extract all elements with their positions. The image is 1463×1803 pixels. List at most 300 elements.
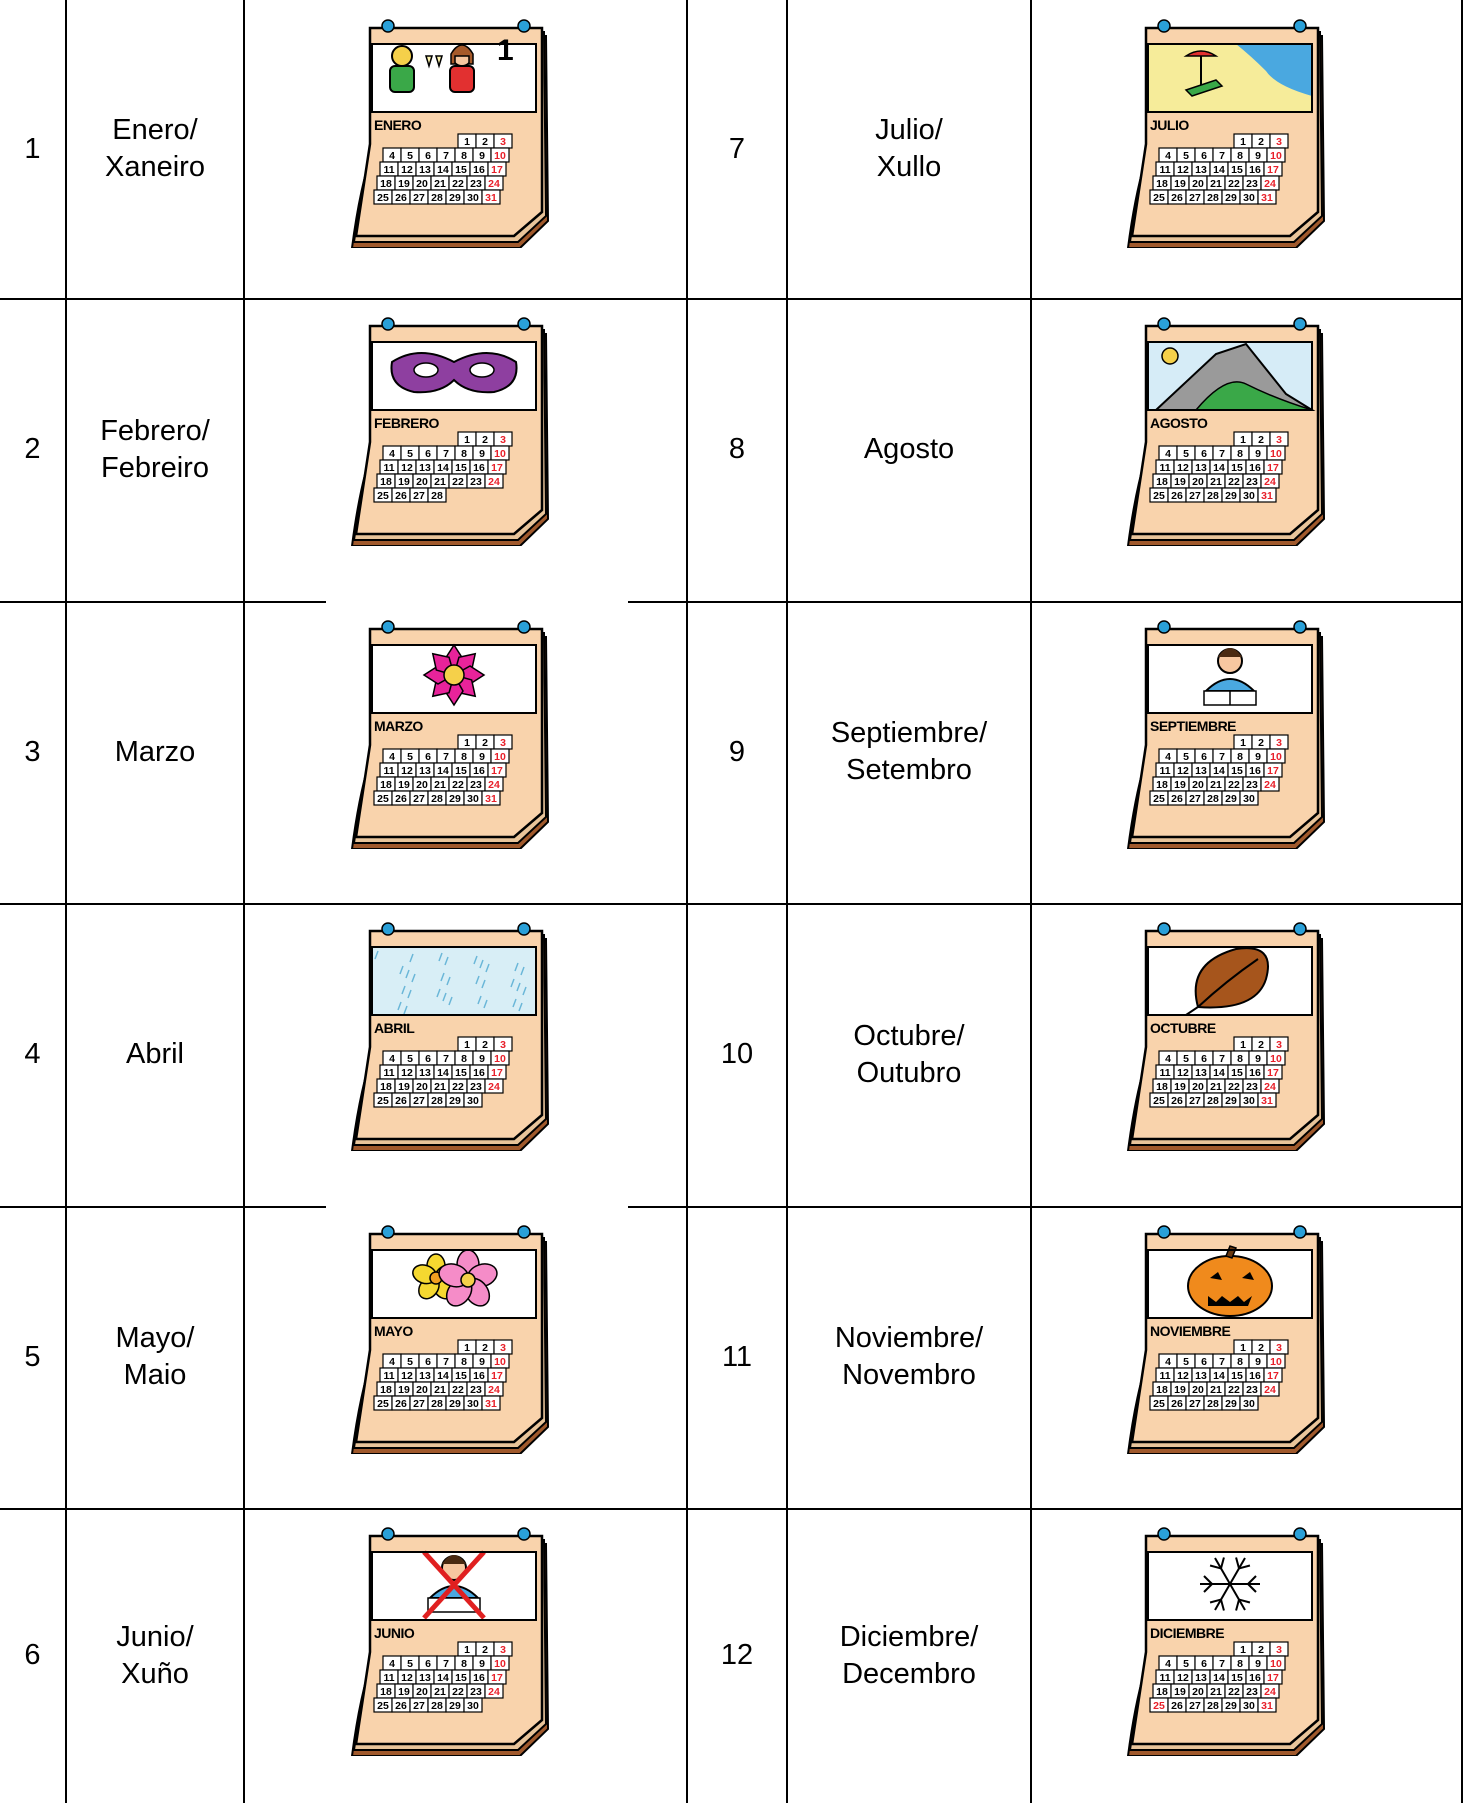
svg-text:12: 12 bbox=[1177, 462, 1189, 474]
svg-text:1: 1 bbox=[1240, 434, 1246, 446]
svg-text:13: 13 bbox=[419, 1370, 431, 1382]
svg-text:10: 10 bbox=[1270, 751, 1282, 763]
svg-text:23: 23 bbox=[470, 1384, 482, 1396]
calendar-icon bbox=[350, 1524, 558, 1756]
pin-icon bbox=[1158, 621, 1170, 633]
svg-text:20: 20 bbox=[1192, 1686, 1204, 1698]
calendar-icon bbox=[1126, 1524, 1334, 1756]
svg-text:23: 23 bbox=[1246, 476, 1258, 488]
svg-text:6: 6 bbox=[1201, 1356, 1207, 1368]
svg-text:1: 1 bbox=[1240, 1644, 1246, 1656]
svg-text:31: 31 bbox=[485, 793, 497, 805]
svg-text:12: 12 bbox=[401, 1370, 413, 1382]
svg-text:20: 20 bbox=[416, 178, 428, 190]
svg-text:16: 16 bbox=[473, 1672, 485, 1684]
svg-text:7: 7 bbox=[1219, 1658, 1225, 1670]
pin-icon bbox=[1158, 20, 1170, 32]
svg-text:23: 23 bbox=[1246, 1081, 1258, 1093]
svg-text:14: 14 bbox=[1213, 1067, 1225, 1079]
svg-text:22: 22 bbox=[1228, 1081, 1240, 1093]
svg-text:17: 17 bbox=[491, 462, 503, 474]
svg-text:30: 30 bbox=[1243, 1398, 1255, 1410]
svg-text:1: 1 bbox=[1240, 136, 1246, 148]
pin-icon bbox=[1158, 1528, 1170, 1540]
svg-text:4: 4 bbox=[1165, 150, 1171, 162]
svg-text:21: 21 bbox=[1210, 1081, 1222, 1093]
svg-text:29: 29 bbox=[1225, 1700, 1237, 1712]
svg-text:23: 23 bbox=[1246, 779, 1258, 791]
svg-text:27: 27 bbox=[413, 490, 425, 502]
svg-text:9: 9 bbox=[479, 1053, 485, 1065]
svg-text:5: 5 bbox=[407, 751, 413, 763]
svg-text:17: 17 bbox=[491, 1672, 503, 1684]
svg-text:29: 29 bbox=[1225, 192, 1237, 204]
svg-text:16: 16 bbox=[1249, 164, 1261, 176]
svg-text:30: 30 bbox=[1243, 490, 1255, 502]
calendar-icon bbox=[1126, 16, 1334, 248]
svg-text:23: 23 bbox=[470, 779, 482, 791]
svg-text:14: 14 bbox=[1213, 1672, 1225, 1684]
svg-text:2: 2 bbox=[1258, 737, 1264, 749]
svg-text:14: 14 bbox=[437, 462, 449, 474]
svg-text:8: 8 bbox=[461, 448, 467, 460]
svg-text:25: 25 bbox=[1153, 1700, 1165, 1712]
svg-text:20: 20 bbox=[1192, 1081, 1204, 1093]
svg-text:19: 19 bbox=[398, 1384, 410, 1396]
svg-text:6: 6 bbox=[425, 1356, 431, 1368]
svg-text:3: 3 bbox=[1276, 1039, 1282, 1051]
svg-text:13: 13 bbox=[1195, 1067, 1207, 1079]
svg-text:25: 25 bbox=[377, 192, 389, 204]
svg-text:15: 15 bbox=[1231, 1067, 1243, 1079]
svg-text:18: 18 bbox=[380, 1384, 392, 1396]
month-number: 5 bbox=[24, 1340, 41, 1373]
svg-text:11: 11 bbox=[383, 765, 395, 777]
svg-text:24: 24 bbox=[1264, 779, 1276, 791]
svg-text:15: 15 bbox=[455, 164, 467, 176]
svg-text:4: 4 bbox=[1165, 751, 1171, 763]
svg-text:7: 7 bbox=[1219, 150, 1225, 162]
svg-text:13: 13 bbox=[1195, 765, 1207, 777]
svg-text:11: 11 bbox=[1159, 1067, 1171, 1079]
svg-text:20: 20 bbox=[416, 779, 428, 791]
svg-text:24: 24 bbox=[1264, 1081, 1276, 1093]
month-number: 4 bbox=[24, 1038, 41, 1070]
svg-text:19: 19 bbox=[398, 779, 410, 791]
flower-scene bbox=[424, 645, 484, 705]
svg-text:22: 22 bbox=[1228, 1384, 1240, 1396]
grid-line-vertical bbox=[1030, 0, 1032, 1803]
pin-icon bbox=[518, 1226, 530, 1238]
svg-text:17: 17 bbox=[1267, 1672, 1279, 1684]
svg-text:15: 15 bbox=[1231, 164, 1243, 176]
svg-text:19: 19 bbox=[1174, 1384, 1186, 1396]
svg-text:3: 3 bbox=[500, 1644, 506, 1656]
svg-text:18: 18 bbox=[380, 1081, 392, 1093]
svg-text:12: 12 bbox=[401, 765, 413, 777]
svg-text:12: 12 bbox=[1177, 164, 1189, 176]
svg-text:10: 10 bbox=[494, 1658, 506, 1670]
svg-text:23: 23 bbox=[470, 1081, 482, 1093]
pin-icon bbox=[1294, 20, 1306, 32]
svg-text:3: 3 bbox=[1276, 1342, 1282, 1354]
svg-text:18: 18 bbox=[1156, 1081, 1168, 1093]
svg-text:17: 17 bbox=[491, 765, 503, 777]
month-name: Mayo/ Maio bbox=[115, 1322, 195, 1391]
svg-text:11: 11 bbox=[383, 1672, 395, 1684]
svg-text:13: 13 bbox=[1195, 1672, 1207, 1684]
calendar-month-label: MAYO bbox=[374, 1323, 413, 1339]
svg-text:31: 31 bbox=[1261, 1095, 1273, 1107]
calendar-icon bbox=[1126, 617, 1334, 849]
svg-text:21: 21 bbox=[1210, 1686, 1222, 1698]
calendar-icon bbox=[350, 919, 558, 1151]
svg-text:17: 17 bbox=[491, 1067, 503, 1079]
svg-text:27: 27 bbox=[1189, 1700, 1201, 1712]
svg-text:2: 2 bbox=[1258, 1644, 1264, 1656]
svg-text:28: 28 bbox=[1207, 793, 1219, 805]
svg-text:7: 7 bbox=[443, 1053, 449, 1065]
svg-text:12: 12 bbox=[1177, 1067, 1189, 1079]
svg-text:24: 24 bbox=[488, 779, 500, 791]
svg-text:18: 18 bbox=[380, 779, 392, 791]
svg-text:1: 1 bbox=[464, 136, 470, 148]
svg-text:8: 8 bbox=[1237, 1356, 1243, 1368]
svg-text:23: 23 bbox=[1246, 1384, 1258, 1396]
svg-text:9: 9 bbox=[479, 1658, 485, 1670]
svg-text:1: 1 bbox=[1240, 737, 1246, 749]
svg-text:27: 27 bbox=[413, 1398, 425, 1410]
svg-text:5: 5 bbox=[407, 150, 413, 162]
svg-text:29: 29 bbox=[449, 1095, 461, 1107]
svg-text:20: 20 bbox=[416, 1081, 428, 1093]
svg-text:10: 10 bbox=[494, 448, 506, 460]
pin-icon bbox=[382, 1226, 394, 1238]
svg-text:24: 24 bbox=[488, 1384, 500, 1396]
svg-text:16: 16 bbox=[1249, 1067, 1261, 1079]
svg-text:26: 26 bbox=[395, 490, 407, 502]
svg-text:29: 29 bbox=[1225, 1095, 1237, 1107]
svg-text:16: 16 bbox=[473, 1067, 485, 1079]
svg-text:28: 28 bbox=[431, 1700, 443, 1712]
beach-scene bbox=[1148, 44, 1312, 112]
pin-icon bbox=[1158, 318, 1170, 330]
svg-text:9: 9 bbox=[1255, 1356, 1261, 1368]
svg-text:22: 22 bbox=[452, 1384, 464, 1396]
month-number: 8 bbox=[728, 433, 746, 465]
svg-text:15: 15 bbox=[455, 765, 467, 777]
svg-text:16: 16 bbox=[473, 164, 485, 176]
svg-text:29: 29 bbox=[449, 793, 461, 805]
calendar-month-label: OCTUBRE bbox=[1150, 1020, 1216, 1036]
svg-text:18: 18 bbox=[1156, 476, 1168, 488]
svg-text:22: 22 bbox=[452, 779, 464, 791]
svg-text:2: 2 bbox=[482, 434, 488, 446]
svg-text:6: 6 bbox=[1201, 448, 1207, 460]
rain-scene bbox=[372, 947, 536, 1015]
svg-text:14: 14 bbox=[437, 164, 449, 176]
svg-text:9: 9 bbox=[1255, 751, 1261, 763]
svg-text:21: 21 bbox=[434, 1384, 446, 1396]
svg-text:27: 27 bbox=[413, 793, 425, 805]
svg-text:31: 31 bbox=[1261, 192, 1273, 204]
svg-text:10: 10 bbox=[1270, 1053, 1282, 1065]
svg-text:22: 22 bbox=[1228, 779, 1240, 791]
svg-text:24: 24 bbox=[1264, 1384, 1276, 1396]
pin-icon bbox=[518, 20, 530, 32]
calendar-icon bbox=[350, 16, 558, 248]
svg-text:31: 31 bbox=[485, 1398, 497, 1410]
svg-text:14: 14 bbox=[437, 1067, 449, 1079]
svg-text:21: 21 bbox=[434, 1081, 446, 1093]
svg-text:3: 3 bbox=[500, 434, 506, 446]
svg-text:22: 22 bbox=[452, 476, 464, 488]
month-number: 1 bbox=[24, 132, 41, 165]
svg-text:3: 3 bbox=[1276, 1644, 1282, 1656]
svg-text:25: 25 bbox=[1153, 793, 1165, 805]
svg-text:18: 18 bbox=[380, 476, 392, 488]
pin-icon bbox=[1294, 318, 1306, 330]
svg-text:25: 25 bbox=[377, 793, 389, 805]
svg-text:12: 12 bbox=[401, 462, 413, 474]
pin-icon bbox=[382, 621, 394, 633]
svg-text:27: 27 bbox=[413, 1700, 425, 1712]
svg-text:1: 1 bbox=[497, 34, 514, 67]
svg-text:6: 6 bbox=[425, 1658, 431, 1670]
svg-text:2: 2 bbox=[1258, 1342, 1264, 1354]
svg-text:22: 22 bbox=[452, 1686, 464, 1698]
svg-text:27: 27 bbox=[1189, 490, 1201, 502]
svg-text:26: 26 bbox=[1171, 490, 1183, 502]
svg-text:4: 4 bbox=[1165, 1658, 1171, 1670]
svg-text:19: 19 bbox=[398, 178, 410, 190]
svg-text:17: 17 bbox=[1267, 765, 1279, 777]
svg-text:17: 17 bbox=[1267, 1370, 1279, 1382]
svg-text:19: 19 bbox=[1174, 1686, 1186, 1698]
month-name: Junio/ Xuño bbox=[116, 1620, 194, 1690]
svg-text:24: 24 bbox=[488, 178, 500, 190]
svg-text:30: 30 bbox=[467, 793, 479, 805]
svg-text:17: 17 bbox=[1267, 1067, 1279, 1079]
pin-icon bbox=[518, 621, 530, 633]
svg-text:23: 23 bbox=[1246, 178, 1258, 190]
svg-text:11: 11 bbox=[383, 1067, 395, 1079]
svg-text:19: 19 bbox=[398, 476, 410, 488]
month-number: 6 bbox=[24, 1639, 41, 1671]
month-name: Octubre/ Outubro bbox=[853, 1019, 965, 1089]
svg-text:28: 28 bbox=[431, 1398, 443, 1410]
svg-text:31: 31 bbox=[1261, 490, 1273, 502]
svg-text:21: 21 bbox=[1210, 779, 1222, 791]
pin-icon bbox=[1158, 923, 1170, 935]
svg-text:25: 25 bbox=[1153, 1095, 1165, 1107]
svg-text:23: 23 bbox=[470, 178, 482, 190]
calendar-icon bbox=[1126, 1222, 1334, 1454]
svg-text:25: 25 bbox=[377, 1398, 389, 1410]
svg-text:26: 26 bbox=[395, 1398, 407, 1410]
svg-text:12: 12 bbox=[401, 164, 413, 176]
svg-text:6: 6 bbox=[425, 751, 431, 763]
svg-text:27: 27 bbox=[413, 1095, 425, 1107]
svg-text:7: 7 bbox=[1219, 751, 1225, 763]
svg-text:15: 15 bbox=[1231, 1672, 1243, 1684]
month-name: Septiembre/ Setembro bbox=[830, 717, 988, 786]
svg-text:27: 27 bbox=[1189, 1398, 1201, 1410]
svg-text:22: 22 bbox=[1228, 476, 1240, 488]
svg-text:2: 2 bbox=[482, 136, 488, 148]
month-name: Agosto bbox=[863, 433, 955, 465]
svg-text:15: 15 bbox=[455, 1370, 467, 1382]
svg-text:20: 20 bbox=[416, 1384, 428, 1396]
svg-text:3: 3 bbox=[500, 737, 506, 749]
calendar-month-label: FEBRERO bbox=[374, 415, 439, 431]
svg-text:7: 7 bbox=[443, 1356, 449, 1368]
svg-text:29: 29 bbox=[1225, 793, 1237, 805]
svg-text:10: 10 bbox=[1270, 448, 1282, 460]
svg-text:16: 16 bbox=[1249, 765, 1261, 777]
pin-icon bbox=[382, 318, 394, 330]
svg-text:27: 27 bbox=[1189, 192, 1201, 204]
svg-text:18: 18 bbox=[1156, 1686, 1168, 1698]
svg-text:2: 2 bbox=[1258, 434, 1264, 446]
svg-text:2: 2 bbox=[482, 1644, 488, 1656]
svg-text:11: 11 bbox=[1159, 1672, 1171, 1684]
svg-text:1: 1 bbox=[1240, 1039, 1246, 1051]
svg-text:28: 28 bbox=[1207, 490, 1219, 502]
svg-text:20: 20 bbox=[1192, 178, 1204, 190]
pin-icon bbox=[1294, 1226, 1306, 1238]
svg-text:26: 26 bbox=[1171, 793, 1183, 805]
svg-text:5: 5 bbox=[1183, 150, 1189, 162]
svg-text:25: 25 bbox=[377, 1095, 389, 1107]
svg-text:3: 3 bbox=[1276, 434, 1282, 446]
month-number: 3 bbox=[24, 735, 41, 768]
calendar-month-label: NOVIEMBRE bbox=[1150, 1323, 1231, 1339]
svg-text:2: 2 bbox=[1258, 1039, 1264, 1051]
svg-text:19: 19 bbox=[1174, 1081, 1186, 1093]
svg-text:10: 10 bbox=[494, 1053, 506, 1065]
svg-text:4: 4 bbox=[389, 1658, 395, 1670]
svg-text:29: 29 bbox=[449, 192, 461, 204]
svg-text:10: 10 bbox=[494, 1356, 506, 1368]
svg-text:3: 3 bbox=[500, 1342, 506, 1354]
svg-text:30: 30 bbox=[1243, 793, 1255, 805]
svg-text:7: 7 bbox=[443, 150, 449, 162]
svg-text:17: 17 bbox=[1267, 164, 1279, 176]
svg-text:26: 26 bbox=[1171, 1398, 1183, 1410]
svg-text:7: 7 bbox=[443, 751, 449, 763]
svg-text:2: 2 bbox=[482, 737, 488, 749]
svg-text:21: 21 bbox=[434, 1686, 446, 1698]
svg-text:27: 27 bbox=[1189, 793, 1201, 805]
svg-text:7: 7 bbox=[443, 448, 449, 460]
calendar-month-label: JUNIO bbox=[374, 1625, 415, 1641]
svg-text:28: 28 bbox=[431, 1095, 443, 1107]
month-name: Julio/ Xullo bbox=[875, 114, 943, 183]
svg-text:19: 19 bbox=[398, 1686, 410, 1698]
svg-text:19: 19 bbox=[1174, 779, 1186, 791]
svg-text:13: 13 bbox=[419, 1067, 431, 1079]
svg-text:31: 31 bbox=[1261, 1700, 1273, 1712]
svg-text:6: 6 bbox=[425, 150, 431, 162]
svg-text:16: 16 bbox=[473, 1370, 485, 1382]
svg-text:11: 11 bbox=[1159, 1370, 1171, 1382]
month-name: Diciembre/ Decembro bbox=[839, 1620, 979, 1690]
calendar-icon bbox=[350, 314, 558, 546]
svg-text:28: 28 bbox=[431, 793, 443, 805]
svg-text:12: 12 bbox=[401, 1067, 413, 1079]
month-name: Febrero/ Febreiro bbox=[100, 414, 210, 484]
svg-text:11: 11 bbox=[383, 462, 395, 474]
svg-text:25: 25 bbox=[1153, 1398, 1165, 1410]
svg-text:12: 12 bbox=[401, 1672, 413, 1684]
svg-text:17: 17 bbox=[1267, 462, 1279, 474]
svg-text:19: 19 bbox=[398, 1081, 410, 1093]
month-name: Abril bbox=[125, 1038, 184, 1070]
svg-text:18: 18 bbox=[1156, 178, 1168, 190]
svg-text:9: 9 bbox=[1255, 1658, 1261, 1670]
month-number: 9 bbox=[728, 735, 746, 768]
svg-text:13: 13 bbox=[419, 164, 431, 176]
svg-text:16: 16 bbox=[1249, 1672, 1261, 1684]
svg-text:26: 26 bbox=[1171, 1095, 1183, 1107]
calendar-month-label: ABRIL bbox=[374, 1020, 415, 1036]
svg-text:9: 9 bbox=[1255, 448, 1261, 460]
svg-text:15: 15 bbox=[455, 1672, 467, 1684]
svg-text:21: 21 bbox=[1210, 1384, 1222, 1396]
svg-text:6: 6 bbox=[1201, 1658, 1207, 1670]
calendar-month-label: SEPTIEMBRE bbox=[1150, 718, 1237, 734]
svg-text:10: 10 bbox=[494, 150, 506, 162]
svg-text:5: 5 bbox=[1183, 1053, 1189, 1065]
svg-text:22: 22 bbox=[1228, 1686, 1240, 1698]
svg-text:28: 28 bbox=[1207, 1398, 1219, 1410]
svg-text:12: 12 bbox=[1177, 765, 1189, 777]
svg-text:21: 21 bbox=[1210, 178, 1222, 190]
svg-text:4: 4 bbox=[389, 150, 395, 162]
svg-text:26: 26 bbox=[395, 1095, 407, 1107]
svg-text:4: 4 bbox=[389, 751, 395, 763]
month-number: 10 bbox=[720, 1038, 754, 1070]
svg-text:10: 10 bbox=[1270, 1658, 1282, 1670]
month-name: Enero/ Xaneiro bbox=[105, 114, 205, 183]
svg-text:9: 9 bbox=[479, 448, 485, 460]
svg-text:15: 15 bbox=[1231, 765, 1243, 777]
calendar-icon bbox=[350, 617, 558, 849]
svg-text:4: 4 bbox=[389, 448, 395, 460]
svg-text:18: 18 bbox=[380, 1686, 392, 1698]
svg-text:24: 24 bbox=[1264, 178, 1276, 190]
svg-text:21: 21 bbox=[434, 178, 446, 190]
svg-text:28: 28 bbox=[431, 490, 443, 502]
svg-text:5: 5 bbox=[407, 1053, 413, 1065]
svg-text:5: 5 bbox=[1183, 1658, 1189, 1670]
svg-text:15: 15 bbox=[455, 1067, 467, 1079]
svg-text:26: 26 bbox=[1171, 192, 1183, 204]
svg-text:8: 8 bbox=[1237, 1053, 1243, 1065]
svg-text:29: 29 bbox=[449, 1398, 461, 1410]
pin-icon bbox=[1294, 1528, 1306, 1540]
svg-text:27: 27 bbox=[413, 192, 425, 204]
pin-icon bbox=[382, 1528, 394, 1540]
svg-text:23: 23 bbox=[470, 476, 482, 488]
svg-text:11: 11 bbox=[1159, 765, 1171, 777]
svg-text:11: 11 bbox=[383, 164, 395, 176]
svg-text:21: 21 bbox=[434, 779, 446, 791]
svg-text:30: 30 bbox=[467, 1398, 479, 1410]
calendar-month-label: DICIEMBRE bbox=[1150, 1625, 1225, 1641]
calendar-month-label: AGOSTO bbox=[1150, 415, 1208, 431]
